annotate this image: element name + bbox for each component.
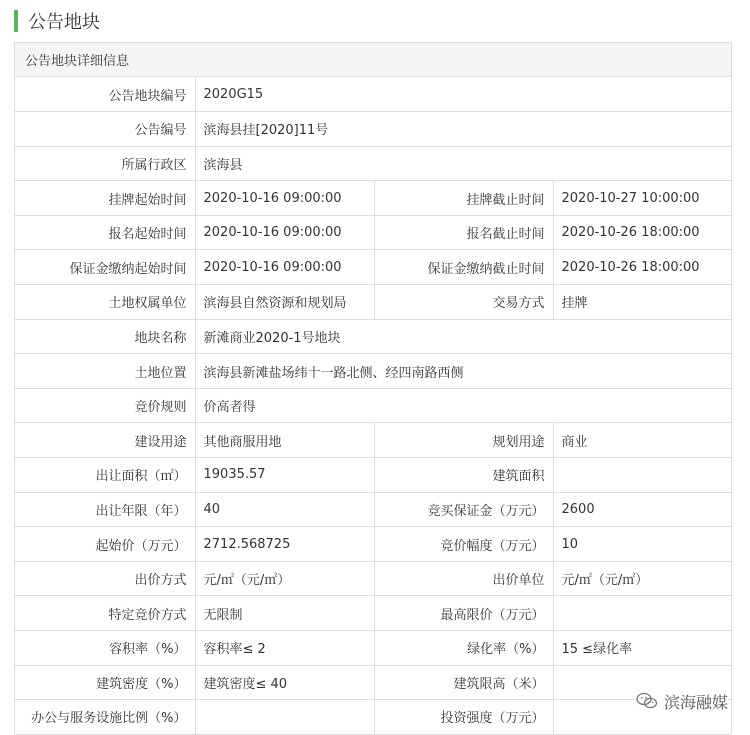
field-value: 2020-10-27 10:00:00 bbox=[553, 181, 731, 216]
field-label: 土地权属单位 bbox=[15, 285, 195, 320]
table-row bbox=[15, 665, 731, 700]
table-row bbox=[15, 319, 731, 354]
field-value: 2020-10-16 09:00:00 bbox=[195, 215, 374, 250]
table-row bbox=[15, 146, 731, 181]
field-value: 滨海县自然资源和规划局 bbox=[195, 285, 374, 320]
table-row bbox=[15, 285, 731, 320]
field-value: 无限制 bbox=[195, 596, 374, 631]
panel-heading: 公告地块详细信息 bbox=[15, 43, 731, 77]
field-value: 10 bbox=[553, 527, 731, 562]
field-label: 保证金缴纳截止时间 bbox=[374, 250, 553, 285]
field-label: 竞价规则 bbox=[15, 388, 195, 423]
field-value: 价高者得 bbox=[195, 388, 731, 423]
field-value: 元/㎡（元/㎡） bbox=[553, 561, 731, 596]
field-value: 新滩商业2020-1号地块 bbox=[195, 319, 731, 354]
table-row bbox=[15, 388, 731, 423]
table-row bbox=[15, 458, 731, 493]
field-label: 公告编号 bbox=[15, 112, 195, 147]
field-value: 滨海县新滩盐场纬十一路北侧、经四南路西侧 bbox=[195, 354, 731, 389]
field-label: 竞价幅度（万元） bbox=[374, 527, 553, 562]
field-value: 滨海县 bbox=[195, 146, 731, 181]
field-value: 商业 bbox=[553, 423, 731, 458]
detail-panel bbox=[14, 42, 732, 734]
table-row bbox=[15, 561, 731, 596]
field-label: 竞买保证金（万元） bbox=[374, 492, 553, 527]
table-row bbox=[15, 250, 731, 285]
section-accent-bar bbox=[14, 10, 18, 32]
watermark-text: 滨海融媒 bbox=[663, 692, 728, 712]
field-label: 建设用途 bbox=[15, 423, 195, 458]
field-label: 绿化率（%） bbox=[374, 631, 553, 666]
table-row bbox=[15, 77, 731, 112]
field-value bbox=[553, 458, 731, 493]
field-value: 2020-10-26 18:00:00 bbox=[553, 250, 731, 285]
field-value: 2020-10-16 09:00:00 bbox=[195, 250, 374, 285]
field-value: 容积率≤ 2 bbox=[195, 631, 374, 666]
table-row bbox=[15, 181, 731, 216]
field-label: 起始价（万元） bbox=[15, 527, 195, 562]
field-label: 出价方式 bbox=[15, 561, 195, 596]
field-label: 公告地块编号 bbox=[15, 77, 195, 112]
field-label: 出让年限（年） bbox=[15, 492, 195, 527]
field-value: 元/㎡（元/㎡） bbox=[195, 561, 374, 596]
detail-table bbox=[15, 77, 731, 735]
table-row bbox=[15, 596, 731, 631]
field-label: 规划用途 bbox=[374, 423, 553, 458]
section-title: 公告地块 bbox=[28, 12, 100, 33]
field-label: 建筑密度（%） bbox=[15, 665, 195, 700]
table-row bbox=[15, 423, 731, 458]
field-label: 报名起始时间 bbox=[15, 215, 195, 250]
table-row bbox=[15, 354, 731, 389]
field-value: 40 bbox=[195, 492, 374, 527]
field-label: 办公与服务设施比例（%） bbox=[15, 700, 195, 735]
field-label: 地块名称 bbox=[15, 319, 195, 354]
field-label: 保证金缴纳起始时间 bbox=[15, 250, 195, 285]
field-label: 土地位置 bbox=[15, 354, 195, 389]
table-row bbox=[15, 700, 731, 735]
field-label: 投资强度（万元） bbox=[374, 700, 553, 735]
field-value: 2020-10-26 18:00:00 bbox=[553, 215, 731, 250]
field-value: 其他商服用地 bbox=[195, 423, 374, 458]
field-label: 出价单位 bbox=[374, 561, 553, 596]
table-row bbox=[15, 215, 731, 250]
field-label: 建筑限高（米） bbox=[374, 665, 553, 700]
table-row bbox=[15, 527, 731, 562]
field-label: 最高限价（万元） bbox=[374, 596, 553, 631]
watermark bbox=[636, 688, 728, 714]
table-row bbox=[15, 112, 731, 147]
wechat-icon bbox=[636, 692, 658, 710]
field-value: 2020G15 bbox=[195, 77, 731, 112]
field-value: 15 ≤绿化率 bbox=[553, 631, 731, 666]
field-value bbox=[553, 596, 731, 631]
field-label: 挂牌起始时间 bbox=[15, 181, 195, 216]
table-row bbox=[15, 492, 731, 527]
field-label: 报名截止时间 bbox=[374, 215, 553, 250]
field-value: 滨海县挂[2020]11号 bbox=[195, 112, 731, 147]
table-row bbox=[15, 631, 731, 666]
field-label: 容积率（%） bbox=[15, 631, 195, 666]
field-value bbox=[195, 700, 374, 735]
field-value: 2020-10-16 09:00:00 bbox=[195, 181, 374, 216]
field-label: 特定竞价方式 bbox=[15, 596, 195, 631]
field-label: 所属行政区 bbox=[15, 146, 195, 181]
field-value: 建筑密度≤ 40 bbox=[195, 665, 374, 700]
field-value: 19035.57 bbox=[195, 458, 374, 493]
field-label: 出让面积（㎡） bbox=[15, 458, 195, 493]
field-label: 交易方式 bbox=[374, 285, 553, 320]
field-value: 2600 bbox=[553, 492, 731, 527]
field-value: 挂牌 bbox=[553, 285, 731, 320]
section-header bbox=[14, 8, 100, 34]
field-value: 2712.568725 bbox=[195, 527, 374, 562]
field-label: 建筑面积 bbox=[374, 458, 553, 493]
field-label: 挂牌截止时间 bbox=[374, 181, 553, 216]
